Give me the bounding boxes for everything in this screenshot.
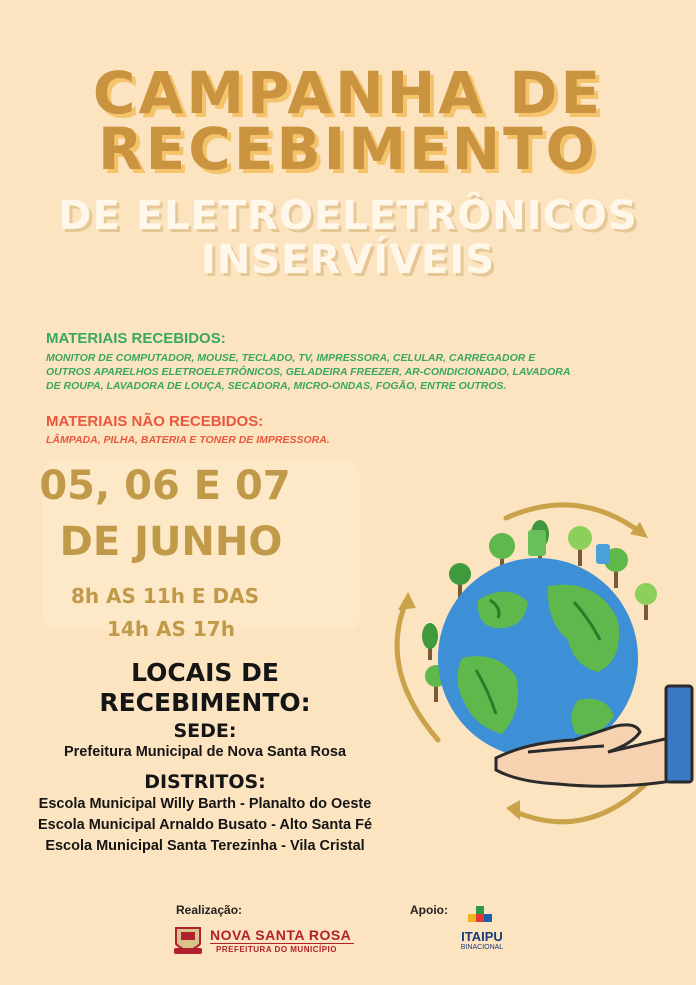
recycle-arrow-top-icon [506, 505, 640, 532]
date-line-1: 05, 06 E 07 [39, 463, 291, 509]
sede-label: SEDE: [173, 720, 237, 742]
org-name: NOVA SANTA ROSA [210, 927, 352, 943]
locations-title-line-2: RECEBIMENTO: [99, 688, 311, 717]
sede-place: Prefeitura Municipal de Nova Santa Rosa [63, 744, 347, 760]
hours-line-1: 8h AS 11h E DAS [70, 584, 260, 608]
apoio-label: Apoio: [410, 903, 448, 917]
distrito-item-3: Escola Municipal Santa Terezinha - Vila Cristal [45, 838, 365, 854]
received-materials-line-2: OUTROS APARELHOS ELETROELETRÔNICOS, GELADEIRA FREEZER, AR-CONDICIONADO, LAVADORA [46, 366, 571, 378]
sponsor-subtitle: BINACIONAL [460, 944, 504, 951]
locations-title-line-1: LOCAIS DE [131, 658, 279, 687]
subtitle-line-1: DE ELETROELETRÔNICOS [58, 193, 638, 239]
hours-line-2: 14h AS 17h [107, 617, 235, 641]
received-materials-line-3: DE ROUPA, LAVADORA DE LOUÇA, SECADORA, MICRO-ONDAS, FOGÃO, ENTRE OUTROS. [46, 380, 507, 392]
recycle-arrowhead-bottom-icon [506, 800, 520, 820]
sponsor-name: ITAIPU [461, 929, 503, 944]
date-line-2: DE JUNHO [59, 519, 283, 565]
municipal-seal-icon [172, 924, 204, 958]
realizacao-label: Realização: [176, 903, 243, 917]
itaipu-logo-icon [466, 906, 498, 928]
not-received-materials-text: LÂMPADA, PILHA, BATERIA E TONER DE IMPRESSORA. [46, 434, 330, 446]
distrito-item-1: Escola Municipal Willy Barth - Planalto do Oeste [38, 796, 372, 812]
subtitle-line-2: INSERVÍVEIS [200, 237, 496, 283]
title-line-1: CAMPANHA DE [92, 59, 604, 127]
received-materials-title: MATERIAIS RECEBIDOS: [46, 330, 226, 347]
org-subtitle: PREFEITURA DO MUNICÍPIO [216, 945, 337, 954]
received-materials-line-1: MONITOR DE COMPUTADOR, MOUSE, TECLADO, TV, IMPRESSORA, CELULAR, CARREGADOR E [46, 352, 536, 364]
distritos-label: DISTRITOS: [144, 771, 266, 793]
recycle-arrowhead-left-icon [398, 592, 416, 610]
earth-in-hand-icon [378, 490, 696, 840]
sleeve-icon [666, 686, 692, 782]
not-received-materials-title: MATERIAIS NÃO RECEBIDOS: [46, 413, 264, 430]
distrito-item-2: Escola Municipal Arnaldo Busato - Alto Santa Fé [37, 817, 373, 833]
title-line-2: RECEBIMENTO [97, 115, 598, 183]
org-divider [210, 943, 354, 944]
